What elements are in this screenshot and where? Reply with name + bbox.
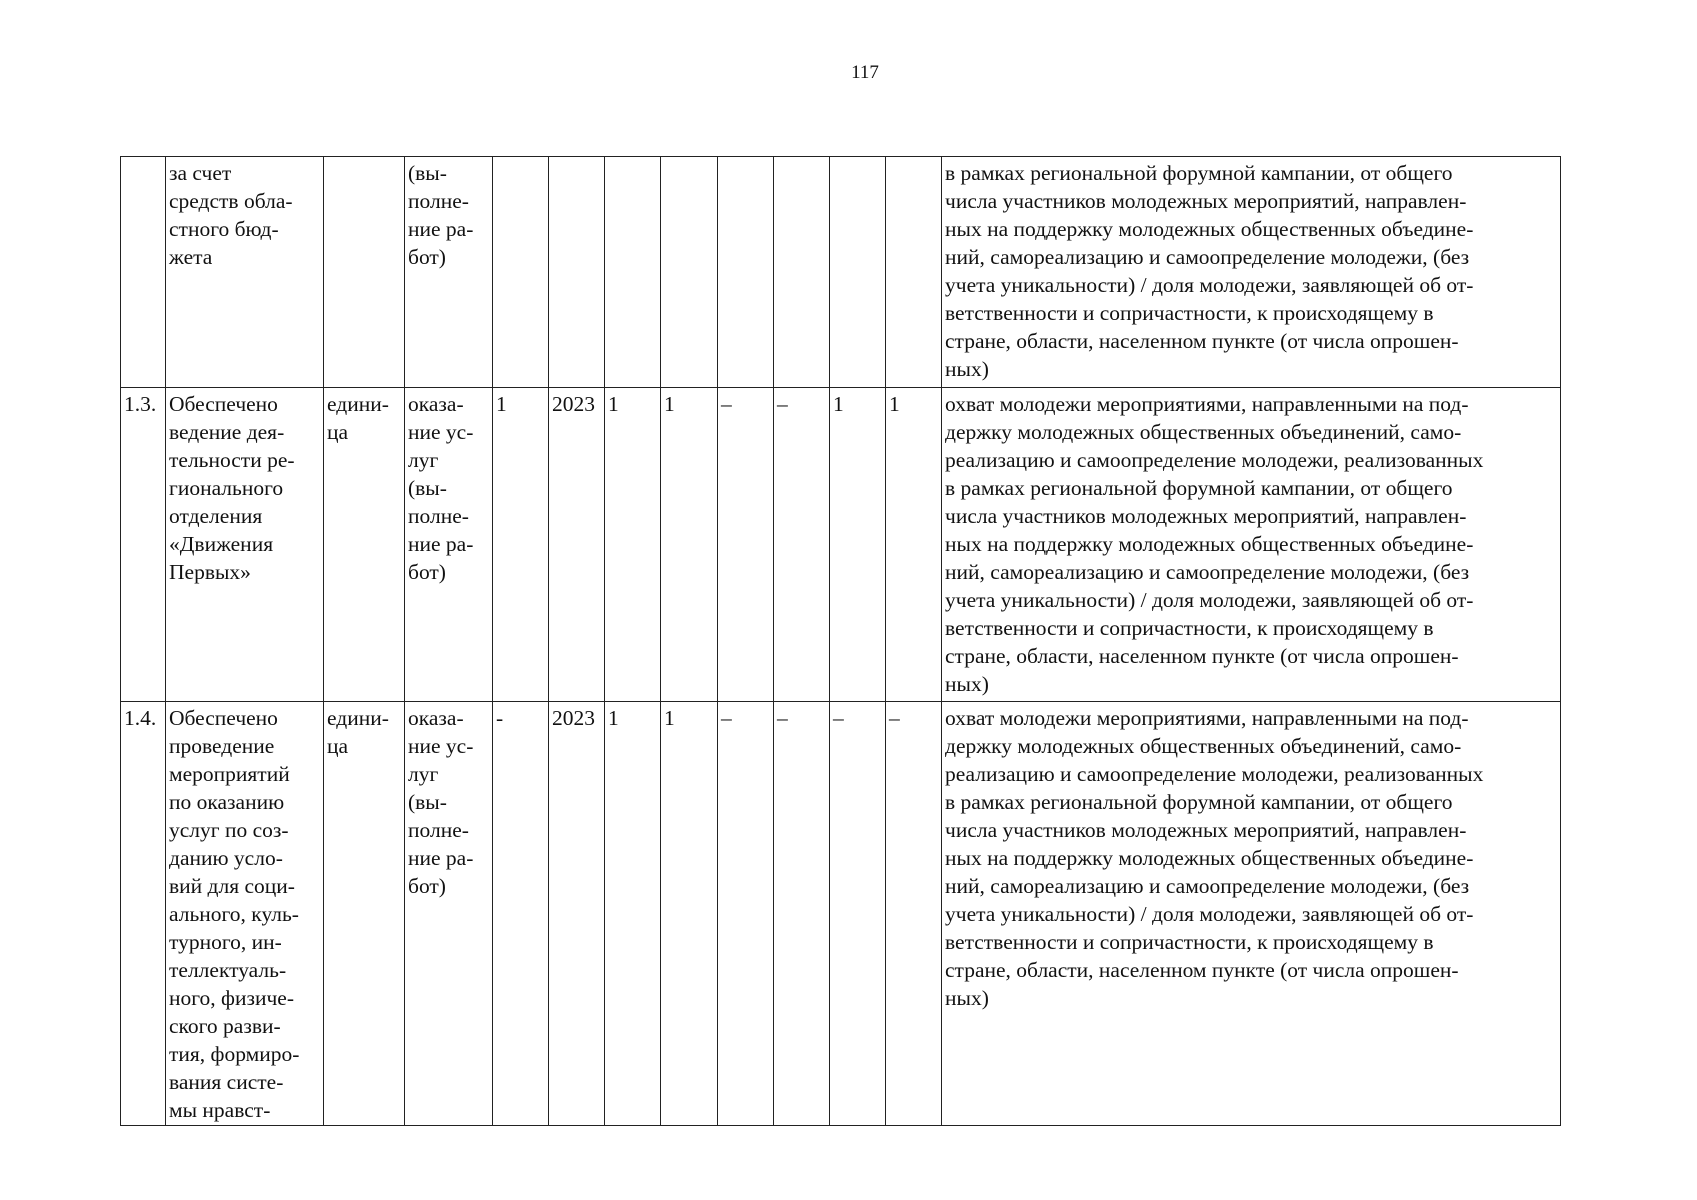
value-cell: – [830, 702, 886, 1126]
table-row [121, 157, 1561, 388]
value-cell: 1 [886, 388, 942, 702]
indicator-cell: охват молодежи мероприятиями, направленными на под- держку молодежных общественных объединений, само- реализацию и самоопределение молодежи, реализованных в рамках региональной форумной кампании, от общего числа участников молодежных мероприятий, направлен- ных на поддержку молодежных общественных объедине- ний, самореализацию и самоопределение молодежи, (без учета уникальности) / доля молодежи, заявляющей об от- ветственности и сопричастности, к происходящему в стране, области, населенном пункте (от числа опрошен- ных) [942, 702, 1561, 1126]
value-cell [886, 157, 942, 388]
value-cell: 1 [661, 388, 718, 702]
type-cell: оказа- ние ус- луг (вы- полне- ние ра- бот) [405, 702, 493, 1126]
type-cell: оказа- ние ус- луг (вы- полне- ние ра- бот) [405, 388, 493, 702]
value-cell: 1 [830, 388, 886, 702]
value-cell [830, 157, 886, 388]
type-cell: (вы- полне- ние ра- бот) [405, 157, 493, 388]
unit-cell [324, 157, 405, 388]
base-year-cell: 2023 [549, 702, 605, 1126]
row-number [121, 157, 166, 388]
unit-cell: едини- ца [324, 388, 405, 702]
base-year-cell [549, 157, 605, 388]
value-cell [661, 157, 718, 388]
value-cell: – [718, 702, 774, 1126]
value-cell: 1 [661, 702, 718, 1126]
result-name: Обеспечено ведение дея- тельности ре- гионального отделения «Движения Первых» [166, 388, 324, 702]
result-name: Обеспечено проведение мероприятий по оказанию услуг по соз- данию усло- вий для соци- ального, куль- турного, ин- теллектуаль- ного, физиче- ского разви- тия, формиро- вания систе- мы нравст- [166, 702, 324, 1126]
table-row [121, 388, 1561, 702]
value-cell [605, 157, 661, 388]
value-cell: – [774, 702, 830, 1126]
table-row [121, 702, 1561, 1126]
indicator-cell: охват молодежи мероприятиями, направленными на под- держку молодежных общественных объединений, само- реализацию и самоопределение молодежи, реализованных в рамках региональной форумной кампании, от общего числа участников молодежных мероприятий, направлен- ных на поддержку молодежных общественных объедине- ний, самореализацию и самоопределение молодежи, (без учета уникальности) / доля молодежи, заявляющей об от- ветственности и сопричастности, к происходящему в стране, области, населенном пункте (от числа опрошен- ных) [942, 388, 1561, 702]
value-cell: – [886, 702, 942, 1126]
document-table [120, 156, 1561, 1126]
base-year-cell: 2023 [549, 388, 605, 702]
row-number: 1.3. [121, 388, 166, 702]
value-cell: – [774, 388, 830, 702]
value-cell: 1 [605, 702, 661, 1126]
unit-cell: едини- ца [324, 702, 405, 1126]
value-cell [774, 157, 830, 388]
value-cell: 1 [605, 388, 661, 702]
page-number: 117 [851, 62, 879, 83]
indicator-cell: в рамках региональной форумной кампании, от общего числа участников молодежных мероприятий, направлен- ных на поддержку молодежных общественных объедине- ний, самореализацию и самоопределение молодежи, (без учета уникальности) / доля молодежи, заявляющей об от- ветственности и сопричастности, к происходящему в стране, области, населенном пункте (от числа опрошен- ных) [942, 157, 1561, 388]
row-number: 1.4. [121, 702, 166, 1126]
base-value-cell [493, 157, 549, 388]
result-name: за счет средств обла- стного бюд- жета [166, 157, 324, 388]
value-cell: – [718, 388, 774, 702]
value-cell [718, 157, 774, 388]
base-value-cell: - [493, 702, 549, 1126]
base-value-cell: 1 [493, 388, 549, 702]
